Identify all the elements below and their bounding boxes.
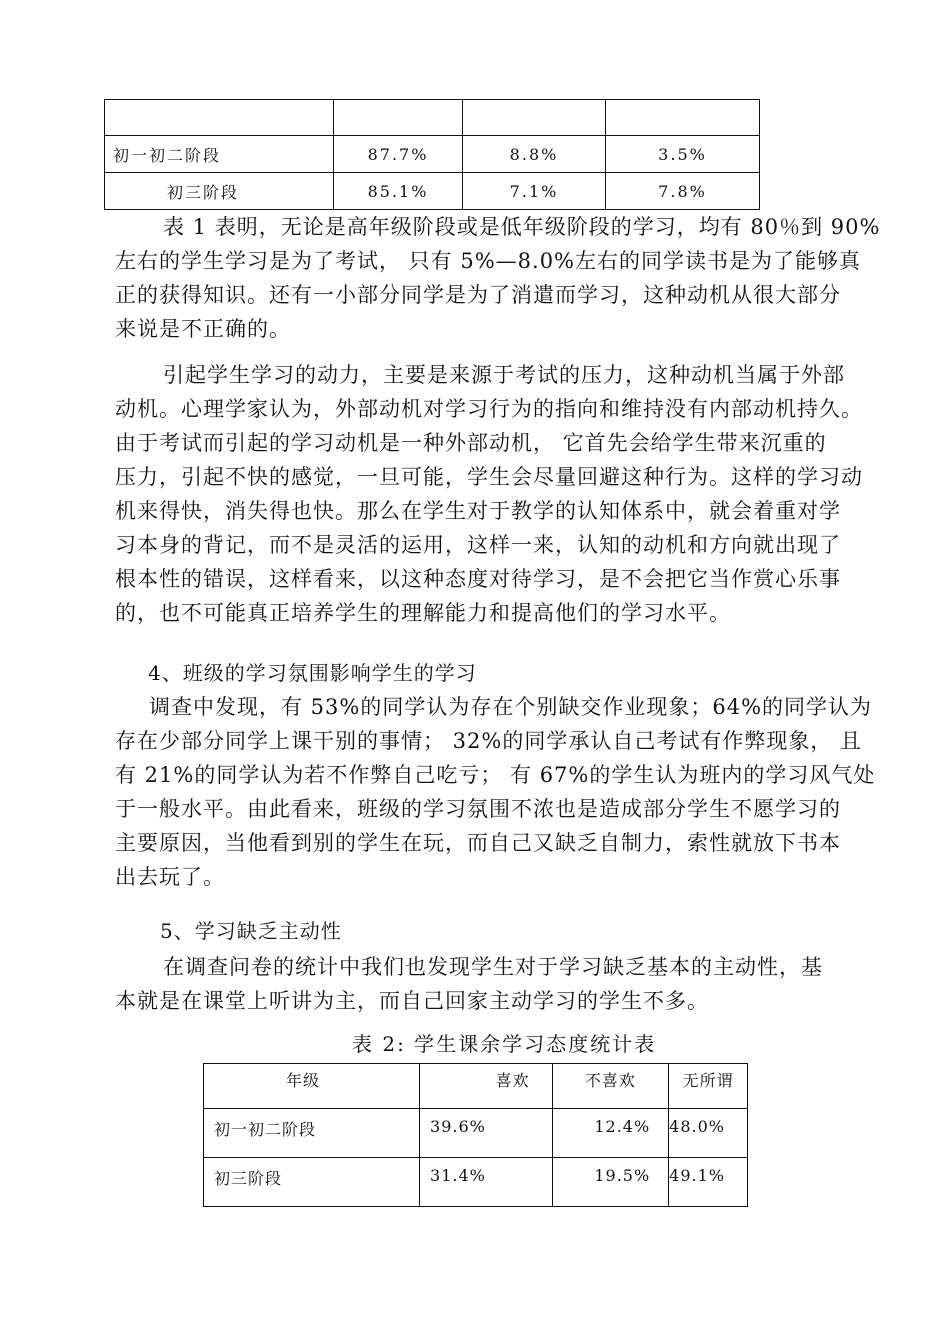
table-cell: 49.1%: [669, 1158, 748, 1207]
row-label: 初三阶段: [105, 173, 334, 210]
row-label: 初一初二阶段: [105, 136, 334, 173]
table-row: [204, 1158, 748, 1207]
text-line: 表 1 表明，无论是高年级阶段或是低年级阶段的学习，均有 80％到 90%: [163, 215, 881, 239]
table-cell: 8.8%: [463, 136, 606, 173]
text-line: 来说是不正确的。: [115, 317, 291, 341]
table-cell: [334, 100, 463, 136]
text-line: 机来得快，消失得也快。那么在学生对于教学的认知体系中，就会着重对学: [115, 499, 841, 523]
table-cell: [606, 100, 760, 136]
text-line: 左右的学生学习是为了考试， 只有 5%—8.0%左右的同学读书是为了能够真: [115, 249, 862, 273]
table-cell: 7.8%: [606, 173, 760, 210]
text-line: 压力，引起不快的感觉，一旦可能，学生会尽量回避这种行为。这样的学习动: [115, 465, 863, 489]
table-row: [105, 100, 760, 136]
row-label: 初一初二阶段: [204, 1109, 420, 1158]
text-line: 由于考试而引起的学习动机是一种外部动机， 它首先会给学生带来沉重的: [115, 431, 827, 455]
table-row: [105, 136, 760, 173]
table-cell: 39.6%: [420, 1109, 553, 1158]
section-heading-4: 4、班级的学习氛围影响学生的学习: [148, 661, 477, 685]
paragraph-motivation: [115, 358, 863, 630]
stats-table-1: [104, 99, 760, 210]
text-line: 本就是在课堂上听讲为主，而自己回家主动学习的学生不多。: [115, 989, 709, 1013]
paragraph-initiative: [115, 950, 845, 1018]
text-line: 出去玩了。: [115, 865, 225, 889]
text-line: 正的获得知识。还有一小部分同学是为了消遣而学习，这种动机从很大部分: [115, 283, 841, 307]
table-row: [105, 173, 760, 210]
table-cell: [463, 100, 606, 136]
table-cell: 12.4%: [552, 1109, 669, 1158]
paragraph-class-atmosphere: [115, 690, 876, 894]
text-line: 在调查问卷的统计中我们也发现学生对于学习缺乏基本的主动性，基: [163, 955, 823, 979]
table-row: [204, 1109, 748, 1158]
table-cell: 87.7%: [334, 136, 463, 173]
paragraph-table1-analysis: [115, 210, 881, 346]
table-cell: 85.1%: [334, 173, 463, 210]
section-heading-5: 5、学习缺乏主动性: [160, 919, 342, 943]
column-header: 喜欢: [420, 1064, 553, 1109]
table-caption: 表 2: 学生课余学习态度统计表: [352, 1032, 657, 1056]
text-line: 调查中发现，有 53%的同学认为存在个别缺交作业现象；64%的同学认为: [149, 695, 873, 719]
table-cell: 19.5%: [552, 1158, 669, 1207]
text-line: 于一般水平。由此看来，班级的学习氛围不浓也是造成部分学生不愿学习的: [115, 797, 841, 821]
text-line: 存在少部分同学上课干别的事情； 32%的同学承认自己考试有作弊现象， 且: [115, 729, 863, 753]
text-line: 习本身的背记，而不是灵活的运用，这样一来，认知的动机和方向就出现了: [115, 533, 841, 557]
column-header: 年级: [204, 1064, 420, 1109]
row-label: 初三阶段: [204, 1158, 420, 1207]
text-line: 引起学生学习的动力，主要是来源于考试的压力，这种动机当属于外部: [163, 363, 845, 387]
table-cell: 7.1%: [463, 173, 606, 210]
table-cell: 31.4%: [420, 1158, 553, 1207]
table-cell: 3.5%: [606, 136, 760, 173]
table-header-row: [204, 1064, 748, 1109]
column-header: 无所谓: [669, 1064, 748, 1109]
text-line: 有 21%的同学认为若不作弊自己吃亏； 有 67%的学生认为班内的学习风气处: [115, 763, 876, 787]
text-line: 的，也不可能真正培养学生的理解能力和提高他们的学习水平。: [115, 601, 731, 625]
text-line: 动机。心理学家认为，外部动机对学习行为的指向和维持没有内部动机持久。: [115, 397, 863, 421]
text-line: 根本性的错误，这样看来，以这种态度对待学习，是不会把它当作赏心乐事: [115, 567, 841, 591]
table-cell: [105, 100, 334, 136]
text-line: 主要原因，当他看到别的学生在玩，而自己又缺乏自制力，索性就放下书本: [115, 831, 841, 855]
stats-table-2: [203, 1063, 748, 1207]
table-cell: 48.0%: [669, 1109, 748, 1158]
column-header: 不喜欢: [552, 1064, 669, 1109]
